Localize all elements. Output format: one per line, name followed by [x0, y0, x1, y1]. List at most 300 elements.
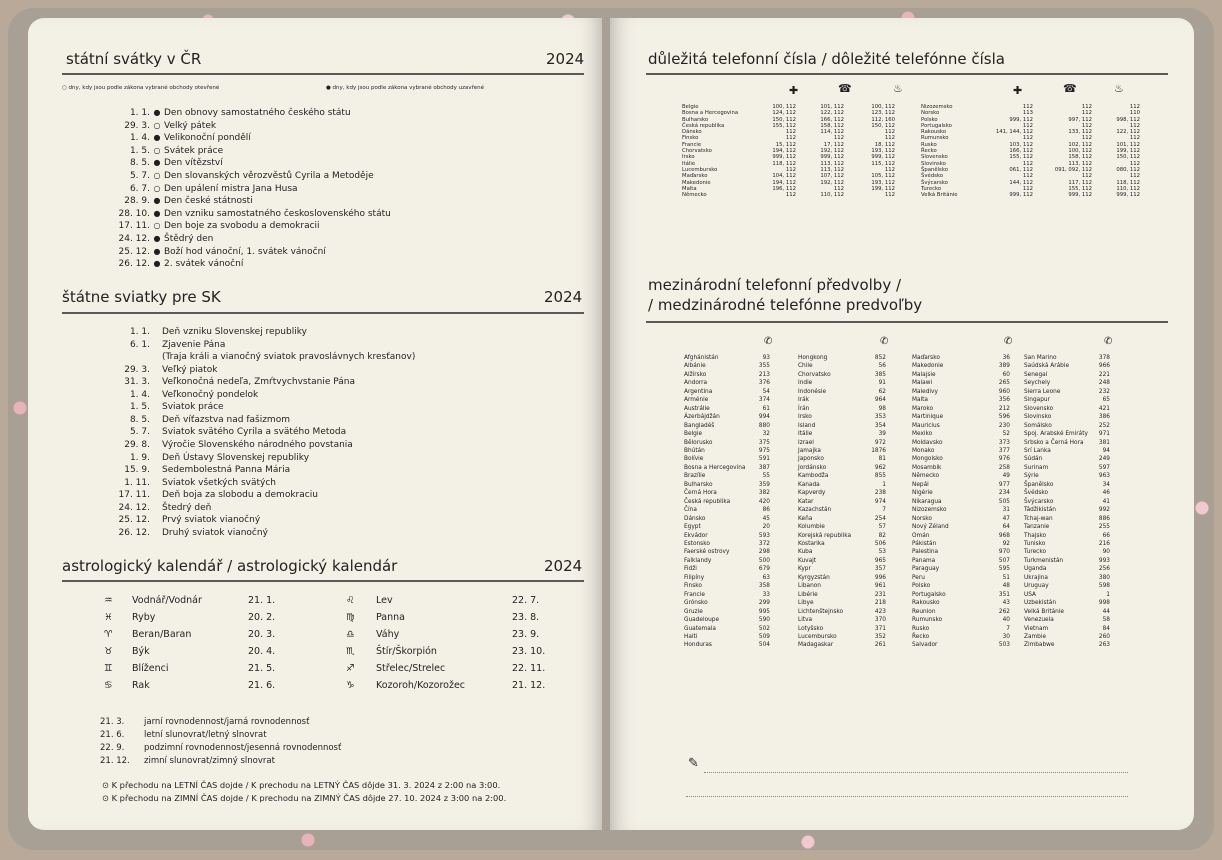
- dialing-code: 213: [758, 371, 770, 378]
- list-item: [1024, 532, 1110, 540]
- list-item: [684, 540, 770, 548]
- country-name: Chorvatsko: [682, 148, 712, 155]
- country-name: Bhútán: [684, 447, 705, 454]
- zodiac-start-date: 20. 2.: [248, 612, 276, 623]
- holiday-date: 1. 1.: [129, 327, 150, 337]
- dialing-code: 880: [758, 422, 770, 429]
- shop-status-bullet: ●: [153, 108, 161, 117]
- country-name: Ukrajina: [1024, 574, 1048, 581]
- list-item: [1024, 582, 1110, 590]
- country-name: Alžírsko: [684, 371, 707, 378]
- phone-number: 061, 112: [1009, 166, 1033, 173]
- dialing-code: 232: [1098, 388, 1110, 395]
- country-name: Írán: [798, 405, 810, 412]
- list-item: [798, 574, 886, 582]
- phone-number: 115, 112: [871, 160, 895, 167]
- dialing-code: 238: [874, 490, 886, 497]
- country-name: Libanon: [798, 583, 821, 590]
- zodiac-sign-name: Blíženci: [132, 663, 169, 674]
- phone-number: 113: [1022, 110, 1033, 117]
- dialing-code: 256: [1098, 566, 1110, 573]
- ambulance-cross-icon: ✚: [1013, 84, 1023, 97]
- holiday-name: Den upálení mistra Jana Husa: [164, 183, 298, 194]
- list-item: [1024, 439, 1110, 447]
- cz-holiday-row: [110, 132, 251, 144]
- country-name: Německo: [682, 192, 707, 199]
- phone-number: 999, 112: [1009, 192, 1033, 199]
- country-name: Bulharsko: [684, 481, 713, 488]
- country-name: Chorvatsko: [798, 371, 831, 378]
- list-item: [912, 430, 1010, 438]
- dialing-code: 996: [874, 574, 886, 581]
- shop-status-bullet: ●: [153, 259, 161, 269]
- list-item: [1024, 616, 1110, 624]
- country-name: Kostarika: [798, 540, 825, 547]
- country-name: Malajsie: [912, 371, 936, 378]
- sk-holiday-row: [106, 365, 217, 376]
- country-name: Dánsko: [684, 515, 706, 522]
- cz-holiday-row: [110, 195, 253, 207]
- country-name: Lucembursko: [798, 633, 837, 640]
- country-name: Lotyšsko: [798, 625, 824, 632]
- dialing-code: 94: [1102, 447, 1110, 454]
- dialing-code: 994: [758, 414, 770, 421]
- left-page: [28, 18, 602, 830]
- notes-line[interactable]: [686, 796, 1128, 797]
- phone-number: 150, 112: [871, 122, 895, 129]
- country-name: Kyrgyzstán: [798, 574, 830, 581]
- country-name: Polsko: [921, 116, 938, 123]
- holiday-date: 1. 11.: [124, 477, 150, 488]
- list-item: [912, 625, 1010, 633]
- list-item: [1024, 557, 1110, 565]
- country-name: Salvador: [912, 642, 938, 649]
- list-item: [1024, 599, 1110, 607]
- sk-holiday-row: [106, 402, 224, 413]
- phone-number: 112: [1129, 135, 1140, 142]
- astro-year: 2024: [544, 557, 583, 575]
- dialing-code: 81: [878, 456, 886, 463]
- phone-number: 999, 112: [1068, 192, 1092, 199]
- holiday-name: Den české státnosti: [164, 196, 253, 207]
- country-name: Uzbekistán: [1024, 600, 1057, 607]
- country-name: Irák: [798, 397, 810, 404]
- dialing-code: 62: [878, 388, 886, 395]
- country-name: Černá Hora: [684, 490, 717, 497]
- country-name: Lichtenštejnsko: [798, 608, 844, 615]
- list-item: [684, 515, 770, 523]
- dialing-code: 31: [1002, 507, 1010, 514]
- country-name: Čína: [684, 507, 697, 514]
- list-item: [1024, 515, 1110, 523]
- dialing-code: 358: [758, 583, 770, 590]
- dialing-code: 960: [998, 388, 1010, 395]
- phone-number: 194, 112: [772, 148, 796, 155]
- list-item: [798, 396, 886, 404]
- list-item: [684, 362, 770, 370]
- holiday-name: Den vzniku samostatného československého státu: [164, 208, 391, 219]
- dialing-code: 7: [882, 507, 886, 514]
- dialing-code: 998: [1098, 600, 1110, 607]
- dialing-code: 65: [1102, 397, 1110, 404]
- zodiac-symbol-icon: ♑: [346, 680, 355, 691]
- country-name: Španělsko: [1024, 481, 1054, 488]
- list-item: [798, 464, 886, 472]
- shop-status-bullet: ●: [153, 246, 161, 256]
- country-name: Madagaskar: [798, 642, 834, 649]
- holiday-name: Deň Ústavy Slovenskej republiky: [162, 452, 310, 463]
- dialing-code: 36: [1002, 355, 1010, 361]
- list-item: [684, 405, 770, 413]
- country-name: Guadeloupe: [684, 617, 720, 624]
- phone-number: 997, 112: [1068, 116, 1092, 123]
- phone-number: 112: [1129, 122, 1140, 129]
- holiday-date: 25. 12.: [118, 515, 150, 526]
- dialing-code: 356: [998, 397, 1010, 404]
- phone-number: 112: [1129, 173, 1140, 180]
- codes-title-2: / medzinárodné telefónne predvoľby: [648, 296, 923, 314]
- list-item: [684, 523, 770, 531]
- zodiac-sign-name: Býk: [132, 646, 150, 657]
- list-item: [684, 548, 770, 556]
- country-name: Grónsko: [684, 600, 708, 607]
- season-date: 22. 9.: [100, 743, 125, 753]
- phone-number: 123, 112: [871, 110, 895, 117]
- country-name: Austrálie: [684, 405, 710, 412]
- table-row: [682, 192, 895, 198]
- dialing-code: 962: [874, 464, 886, 471]
- dialing-code: 964: [874, 397, 886, 404]
- country-name: Kapverdy: [798, 490, 826, 497]
- phone-number: 133, 112: [1068, 129, 1092, 136]
- dialing-code: 43: [1002, 600, 1010, 607]
- country-name: Turecko: [921, 185, 942, 192]
- country-name: Makedonie: [682, 179, 711, 186]
- country-name: Korejská republika: [798, 532, 852, 539]
- dialing-code: 507: [998, 557, 1010, 564]
- list-item: [684, 599, 770, 607]
- phone-number: 998, 112: [1116, 116, 1140, 123]
- dialing-code: 381: [1098, 439, 1110, 446]
- list-item: [684, 532, 770, 540]
- dialing-code: 56: [878, 363, 886, 370]
- shop-status-bullet: ○: [153, 171, 161, 180]
- zodiac-sign-name: Střelec/Strelec: [376, 663, 446, 674]
- zodiac-sign-name: Kozoroh/Kozorožec: [376, 680, 466, 691]
- country-name: Švýcarsko: [1024, 498, 1054, 505]
- list-item: [798, 582, 886, 590]
- sk-holiday-row: [106, 528, 268, 539]
- holiday-name: Deň vzniku Slovenskej republiky: [162, 327, 307, 337]
- dialing-code: 373: [998, 439, 1010, 446]
- country-name: Norsko: [921, 110, 940, 117]
- country-name: Moldavsko: [912, 439, 943, 446]
- list-item: [1024, 405, 1110, 413]
- country-name: Slovinsko: [1024, 414, 1052, 421]
- list-item: [1024, 633, 1110, 641]
- divider: [62, 580, 584, 582]
- dialing-code: 503: [998, 642, 1010, 649]
- country-name: Malawi: [912, 380, 933, 387]
- holiday-date: 8. 5.: [129, 414, 150, 425]
- country-name: Faerské ostrovy: [684, 549, 730, 556]
- dialing-code: 66: [1102, 532, 1110, 539]
- country-name: Nizozemsko: [921, 104, 953, 110]
- holiday-name: Štědrý den: [164, 234, 214, 244]
- list-item: [684, 388, 770, 396]
- phone-number: 107, 112: [820, 173, 844, 180]
- country-name: Bulharsko: [682, 116, 709, 123]
- list-item: [1024, 371, 1110, 379]
- country-name: Uganda: [1024, 566, 1047, 573]
- country-name: Rumunsko: [912, 617, 943, 624]
- zodiac-sign-name: Váhy: [376, 629, 400, 640]
- notes-line[interactable]: [704, 772, 1128, 773]
- list-item: [798, 439, 886, 447]
- list-item: [684, 354, 770, 362]
- holiday-name: Velikonoční pondělí: [164, 133, 251, 144]
- country-name: Panama: [912, 557, 936, 564]
- list-item: [798, 388, 886, 396]
- phone-number: 112: [884, 166, 895, 173]
- cz-holiday-row: [110, 246, 326, 258]
- phone-number: 112: [833, 185, 844, 192]
- holiday-date: 26. 12.: [118, 259, 150, 270]
- dialing-code: 53: [878, 549, 886, 556]
- holiday-name: Velký pátek: [164, 120, 217, 131]
- holiday-date: 29. 8.: [124, 439, 150, 450]
- dialing-code: 963: [1098, 473, 1110, 480]
- holiday-name: Veľkonočná nedeľa, Zmŕtvychvstanie Pána: [162, 377, 355, 388]
- dst-summer-note: ⊙ K přechodu na LETNÍ ČAS dojde / K prechodu na LETNÝ ČAS dôjde 31. 3. 2024 z 2:00 na 3:00.: [102, 780, 501, 790]
- zodiac-sign-name: Štír/Škorpión: [376, 646, 437, 657]
- dialing-code: 974: [874, 498, 886, 505]
- holiday-date: 17. 11.: [118, 490, 150, 501]
- list-item: [912, 608, 1010, 616]
- list-item: [684, 447, 770, 455]
- list-item: [684, 430, 770, 438]
- holiday-date: 1. 4.: [129, 133, 150, 144]
- phone-number: 118, 112: [1116, 179, 1140, 186]
- holiday-date: 24. 12.: [118, 234, 150, 244]
- cz-holiday-row: [110, 208, 391, 220]
- phone-number: 122, 112: [820, 110, 844, 117]
- dialing-code: 852: [874, 355, 886, 361]
- list-item: [798, 405, 886, 413]
- cz-holidays-title: státní svátky v ČR: [66, 50, 202, 68]
- zodiac-symbol-icon: ♓: [104, 612, 113, 623]
- country-name: Srí Lanka: [1024, 447, 1051, 454]
- country-name: Nizozemsko: [912, 507, 947, 514]
- list-item: [798, 371, 886, 379]
- phone-number: 102, 112: [1068, 141, 1092, 148]
- zodiac-start-date: 23. 8.: [512, 612, 540, 623]
- cz-holiday-row: [110, 258, 243, 270]
- dialing-code: 299: [758, 600, 770, 607]
- phone-number: 999, 112: [772, 154, 796, 161]
- dialing-code: 261: [874, 642, 886, 649]
- list-item: [798, 599, 886, 607]
- country-name: Albánie: [684, 363, 706, 370]
- sk-holiday-row: [106, 377, 355, 388]
- zodiac-symbol-icon: ♉: [104, 646, 113, 657]
- phone-number: 112: [785, 135, 796, 142]
- pencil-icon: ✎: [688, 756, 699, 771]
- country-name: Irsko: [682, 154, 695, 161]
- country-name: Estonsko: [684, 540, 710, 547]
- dialing-code: 385: [874, 371, 886, 378]
- list-item: [798, 641, 886, 649]
- dialing-code: 351: [998, 591, 1010, 598]
- list-item: [912, 388, 1010, 396]
- dialing-code: 49: [1002, 473, 1010, 480]
- country-name: Tunisko: [1024, 540, 1046, 547]
- country-name: Nikaragua: [912, 498, 942, 505]
- country-name: Kuba: [798, 549, 813, 556]
- list-item: [798, 548, 886, 556]
- list-item: [684, 557, 770, 565]
- country-name: Rusko: [912, 625, 930, 632]
- country-name: Litva: [798, 617, 813, 624]
- dialing-code: 61: [762, 405, 770, 412]
- sk-holiday-row: [106, 352, 415, 363]
- list-item: [1024, 464, 1110, 472]
- dialing-code: 387: [758, 464, 770, 471]
- list-item: [1024, 455, 1110, 463]
- dialing-code: 500: [758, 557, 770, 564]
- holiday-date: 28. 9.: [124, 196, 150, 207]
- codes-title-1: mezinárodní telefonní předvolby /: [648, 276, 902, 294]
- country-name: Indie: [798, 380, 813, 387]
- dialing-code: 968: [998, 532, 1010, 539]
- country-name: Rakousko: [912, 600, 940, 607]
- phone-number: 141, 144, 112: [995, 129, 1033, 136]
- sk-holiday-row: [106, 490, 318, 501]
- sk-holiday-row: [106, 340, 225, 351]
- phone-number: 112: [785, 192, 796, 199]
- phone-number: 101, 112: [1116, 141, 1140, 148]
- dialing-code: 90: [1102, 549, 1110, 556]
- country-name: Maroko: [912, 405, 934, 412]
- country-name: Saúdská Arábie: [1024, 363, 1070, 370]
- sk-holiday-row: [106, 415, 290, 426]
- country-name: Vietnam: [1024, 625, 1049, 632]
- phone-number: 150, 112: [1116, 154, 1140, 161]
- country-name: Kazachstán: [798, 507, 832, 514]
- country-name: Bolívie: [684, 456, 704, 463]
- phone-number: 100, 112: [871, 104, 895, 110]
- dialing-code: 51: [1002, 574, 1010, 581]
- dialing-code: 262: [998, 608, 1010, 615]
- phone-number: 158, 112: [1068, 154, 1092, 161]
- right-page: [610, 18, 1194, 830]
- list-item: [912, 455, 1010, 463]
- list-item: [798, 413, 886, 421]
- country-name: Belgie: [684, 431, 703, 438]
- phone-number: 112: [785, 166, 796, 173]
- zodiac-start-date: 20. 3.: [248, 629, 276, 640]
- country-name: Izrael: [798, 439, 814, 446]
- dialing-code: 355: [758, 363, 770, 370]
- holiday-date: 6. 7.: [129, 183, 150, 194]
- country-name: Slovensko: [921, 154, 948, 161]
- country-name: Maďarsko: [912, 355, 940, 361]
- country-name: Tanzanie: [1024, 524, 1050, 531]
- country-name: Lucembursko: [682, 166, 718, 173]
- list-item: [912, 413, 1010, 421]
- cz-holiday-row: [110, 170, 374, 182]
- sk-holiday-row: [106, 478, 276, 489]
- holiday-date: 1. 4.: [129, 389, 150, 400]
- dialing-code: 965: [874, 557, 886, 564]
- list-item: [684, 464, 770, 472]
- list-item: [1024, 388, 1110, 396]
- list-item: [912, 565, 1010, 573]
- list-item: [684, 498, 770, 506]
- phone-number: 112: [1022, 173, 1033, 180]
- table-row: [921, 192, 1140, 198]
- dialing-code: 93: [762, 355, 770, 361]
- zodiac-sign-name: Rak: [132, 680, 150, 691]
- phone-number: 192, 112: [820, 179, 844, 186]
- phones-title: důležitá telefonní čísla / dôležité telefónne čísla: [648, 50, 1005, 68]
- list-item: [684, 371, 770, 379]
- dialing-code: 374: [758, 397, 770, 404]
- holiday-date: 1. 1.: [129, 108, 150, 118]
- list-item: [798, 540, 886, 548]
- phone-number: 17, 112: [823, 141, 844, 148]
- country-name: Island: [798, 422, 816, 429]
- dialing-code: 591: [758, 456, 770, 463]
- holiday-name: Výročie Slovenského národného povstania: [162, 439, 353, 450]
- season-name: zimní slunovrat/zimný slnovrat: [144, 756, 275, 766]
- astro-title: astrologický kalendář / astrologický kalendár: [62, 557, 398, 575]
- list-item: [798, 633, 886, 641]
- country-name: Monako: [912, 447, 935, 454]
- phone-number: 113, 112: [1068, 160, 1092, 167]
- list-item: [912, 379, 1010, 387]
- holiday-name: (Traja králi a vianočný sviatok pravoslávnych kresťanov): [162, 352, 416, 363]
- phone-number: 112: [1022, 104, 1033, 110]
- holiday-date: 25. 12.: [118, 246, 150, 257]
- list-item: [912, 464, 1010, 472]
- police-icon: ☎: [1063, 82, 1077, 95]
- dialing-code: 47: [1002, 515, 1010, 522]
- country-name: Afghánistán: [684, 355, 719, 361]
- cz-holiday-row: [110, 183, 298, 195]
- country-name: Francie: [684, 591, 705, 598]
- phone-number: 118, 112: [772, 160, 796, 167]
- country-name: Jordánsko: [798, 464, 827, 471]
- zodiac-symbol-icon: ♍: [346, 612, 355, 623]
- dialing-code: 509: [758, 633, 770, 640]
- phone-number: 112: [1081, 173, 1092, 180]
- country-name: Egypt: [684, 524, 701, 531]
- dialing-code: 64: [1002, 524, 1010, 531]
- zodiac-start-date: 21. 1.: [248, 595, 276, 606]
- country-name: Brazílie: [684, 473, 706, 480]
- dialing-code: 975: [758, 447, 770, 454]
- list-item: [1024, 574, 1110, 582]
- country-name: Bosna a Hercegovina: [682, 110, 739, 117]
- dialing-code: 1: [882, 481, 886, 488]
- phone-number: 112: [785, 129, 796, 136]
- holiday-name: Veľkonočný pondelok: [162, 389, 259, 400]
- list-item: [798, 362, 886, 370]
- holiday-date: 6. 1.: [129, 339, 150, 350]
- phone-number: 112: [1081, 110, 1092, 117]
- cz-holiday-row: [110, 120, 216, 132]
